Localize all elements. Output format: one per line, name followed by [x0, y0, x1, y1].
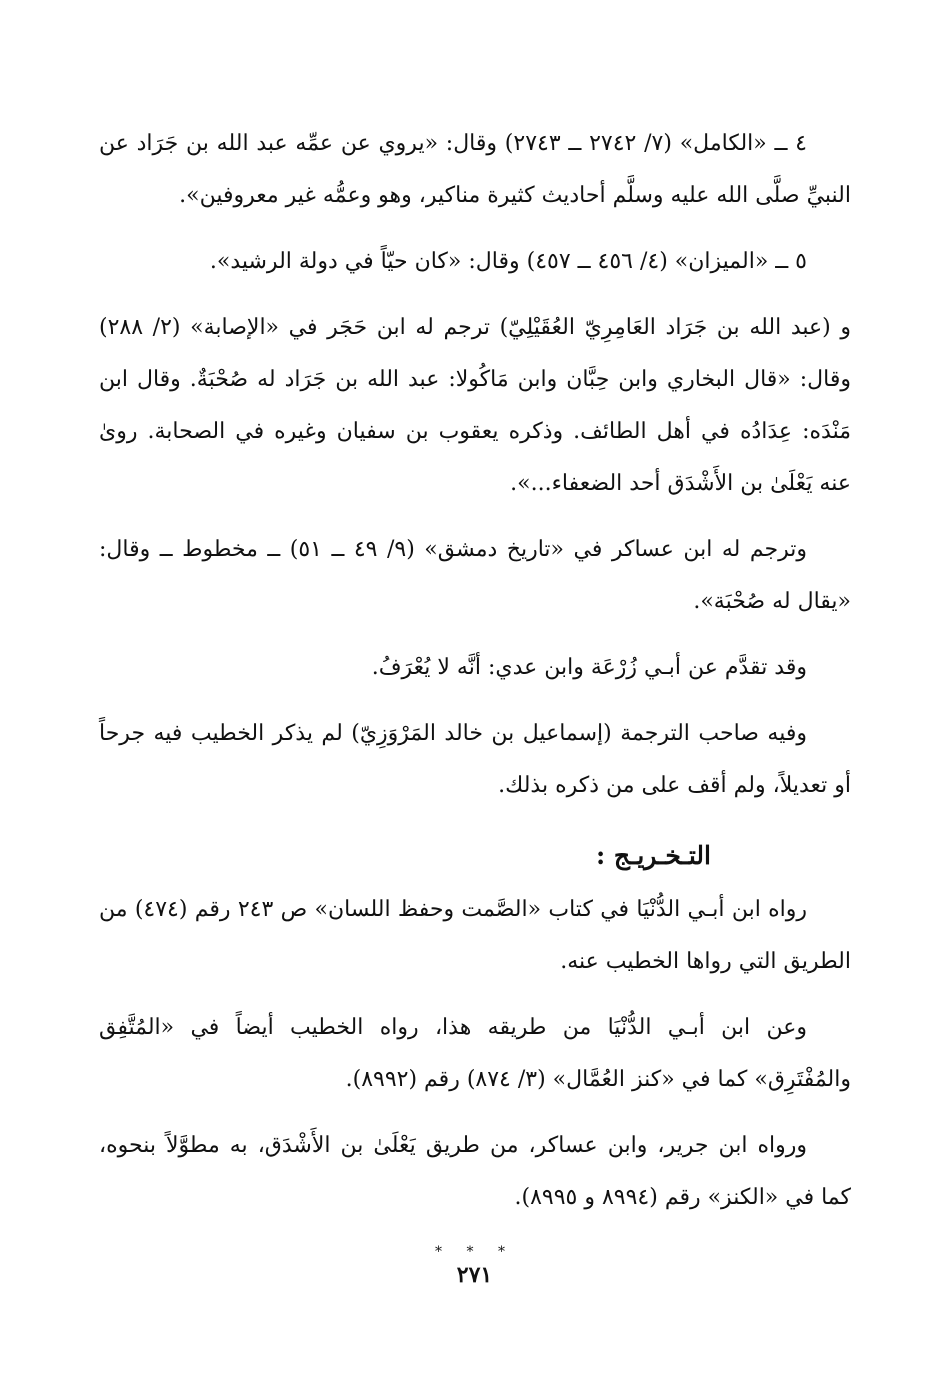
section-separator: * * *: [435, 1244, 515, 1260]
paragraph-abu-zura: وقد تقدَّم عن أبـي زُرْعَة وابن عدي: أنَّه لا يُعْرَفُ.: [371, 655, 807, 680]
paragraph-khatib: وعن ابن أبـي الدُّنْيَا من طريقه هذا، رواه الخطيب أيضاً في «المُتَّفِق والمُفْتَرِق» كما في «كنز العُمَّال» (٣/ ٨٧٤) رقم (٨٩٩٢).: [99, 1015, 851, 1092]
paragraph-kamil: ٤ ــ «الكامل» (٧/ ٢٧٤٢ ــ ٢٧٤٣) وقال: «يروي عن عمِّه عبد الله بن جَرَاد عن النبيِّ صلَّى الله عليه وسلَّم أحاديث كثيرة مناكير، وهو وعمُّه غير معروفين».: [99, 131, 851, 208]
paragraph-mizan: ٥ ــ «الميزان» (٤/ ٤٥٦ ــ ٤٥٧) وقال: «كان حيّاً في دولة الرشيد».: [209, 249, 807, 274]
section-heading: التـخـريـج :: [595, 841, 711, 870]
paragraph-isaba: و (عبد الله بن جَرَاد العَامِرِيّ العُقَيْلِيّ) ترجم له ابن حَجَر في «الإصابة» (٢/ ٢٨٨) وقال: «قال البخاري وابن حِبَّان وابن مَاكُولا: عبد الله بن جَرَاد له صُحْبَةٌ. وقال ابن مَنْدَه: عِدَادُه في أهل الطائف. وذكره يعقوب بن سفيان وغيره في الصحابة. روىٰ عنه يَعْلَىٰ بن الأَشْدَق أحد الضعفاء...».: [99, 315, 851, 496]
page-body: [99, 118, 851, 1272]
paragraph-ibn-abi-dunya: رواه ابن أبـي الدُّنْيَا في كتاب «الصَّمت وحفظ اللسان» ص ٢٤٣ رقم (٤٧٤) من الطريق التي رواها الخطيب عنه.: [99, 897, 851, 974]
paragraph-ibn-jarir: ورواه ابن جرير، وابن عساكر، من طريق يَعْلَىٰ بن الأَشْدَق، به مطوَّلاً بنحوه، كما في «الكنز» رقم (٨٩٩٤ و ٨٩٩٥).: [99, 1133, 851, 1210]
paragraph-ismail: وفيه صاحب الترجمة (إسماعيل بن خالد المَرْوَزِيّ) لم يذكر الخطيب فيه جرحاً أو تعديلاً، ولم أقف على من ذكره بذلك.: [99, 721, 851, 798]
page-number: ٢٧١: [456, 1262, 493, 1288]
paragraph-tarikh-dimashq: وترجم له ابن عساكر في «تاريخ دمشق» (٩/ ٤٩ ــ ٥١) ــ مخطوط ــ وقال: «يقال له صُحْبَة».: [99, 537, 851, 614]
